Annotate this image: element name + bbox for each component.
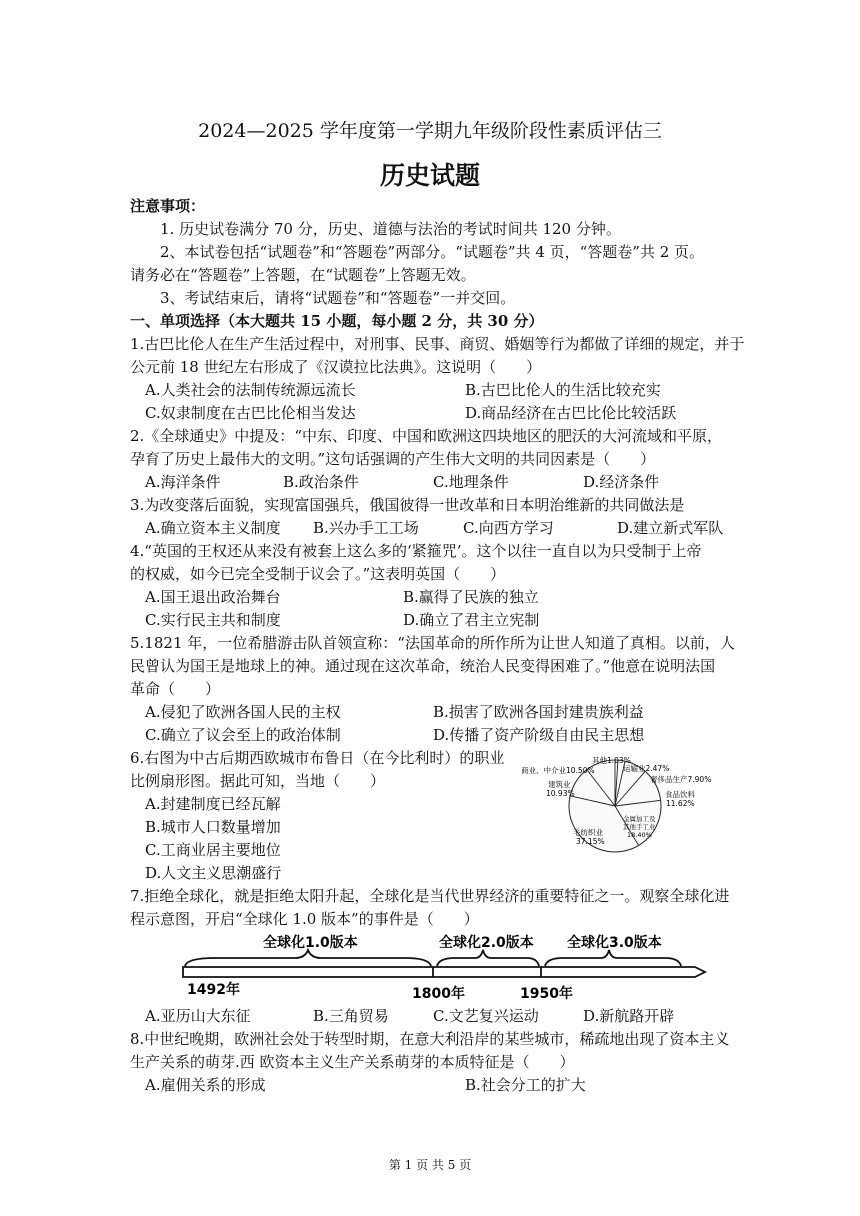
- question-7-option-d[interactable]: D.新航路开辟: [583, 1007, 675, 1025]
- pie-label-other: 其他1.03%: [592, 756, 631, 765]
- question-7-line-2: 程示意图，开启“全球化 1.0 版本”的事件是（ ）: [130, 910, 479, 928]
- pie-label-metal-pct: 18.40%: [627, 831, 652, 839]
- notice-heading: 注意事项：: [130, 197, 206, 215]
- question-1-line-2: 公元前 18 世纪左右形成了《汉谟拉比法典》。这说明（ ）: [130, 358, 542, 376]
- question-4-option-c[interactable]: C.实行民主共和制度: [145, 611, 281, 629]
- brace-stage-3: [545, 950, 681, 966]
- question-4-line-1: 4.“英国的王权还从来没有被套上这么多的‘紧箍咒’。这个以往一直自以为只受制于上帝: [130, 542, 702, 560]
- section-heading: 一、单项选择（本大题共 15 小题，每小题 2 分，共 30 分）: [130, 312, 544, 330]
- question-5-line-1: 5.1821 年，一位希腊游击队首领宣称：“法国革命的所作所为让世人知道了真相。以前，人: [130, 634, 735, 652]
- question-6-line-1: 6.右图为中古后期西欧城市布鲁日（在今比利时）的职业: [130, 749, 505, 767]
- globalization-timeline: [175, 928, 720, 1000]
- question-8-line-1: 8.中世纪晚期，欧洲社会处于转型时期，在意大利沿岸的某些城市，稀疏地出现了资本主义: [130, 1030, 730, 1048]
- question-2-option-d[interactable]: D.经济条件: [583, 473, 660, 491]
- question-3-option-b[interactable]: B.兴办手工工场: [313, 519, 419, 537]
- question-1-option-a[interactable]: A.人类社会的法制传统源远流长: [145, 381, 356, 399]
- question-5-option-a[interactable]: A.侵犯了欧洲各国人民的主权: [145, 703, 341, 721]
- notice-item-2: 2、本试卷包括“试题卷”和“答题卷”两部分。“试题卷”共 4 页，“答题卷”共 2 页。: [160, 243, 705, 261]
- question-6-line-2: 比例扇形图。据此可知，当地（ ）: [130, 772, 386, 790]
- timeline-year-1950: 1950年: [520, 986, 573, 1000]
- question-4-option-a[interactable]: A.国王退出政治舞台: [145, 588, 281, 606]
- timeline-bar: [183, 967, 705, 977]
- pie-label-commerce: 商业、中介业10.50%: [521, 766, 595, 775]
- exam-title: 2024—2025 学年度第一学期九年级阶段性素质评估三: [198, 120, 662, 142]
- question-7-option-a[interactable]: A.亚历山大东征: [145, 1007, 251, 1025]
- timeline-stage-2: 全球化2.0版本: [439, 935, 534, 951]
- page-footer: 第 1 页 共 5 页: [388, 1158, 472, 1172]
- question-3-option-c[interactable]: C.向西方学习: [463, 519, 554, 537]
- question-2-line-1: 2.《全球通史》中提及：“中东、印度、中国和欧洲这四块地区的肥沃的大河流域和平原，: [130, 427, 722, 445]
- question-4-line-2: 的权威，如今已完全受制于议会了。”这表明英国（ ）: [130, 565, 506, 583]
- question-7-line-1: 7.拒绝全球化，就是拒绝太阳升起，全球化是当代世界经济的重要特征之一。观察全球化进: [130, 887, 730, 905]
- question-1-option-c[interactable]: C.奴隶制度在古巴比伦相当发达: [145, 404, 356, 422]
- pie-label-wool: 毛纺织业: [573, 828, 603, 837]
- question-3-line-1: 3.为改变落后面貌，实现富国强兵，俄国彼得一世改革和日本明治维新的共同做法是: [130, 496, 685, 514]
- notice-item-2-cont: 请务必在“答题卷”上答题，在“试题卷”上答题无效。: [130, 266, 476, 284]
- notice-item-3: 3、考试结束后，请将“试题卷”和“答题卷”一并交回。: [160, 289, 516, 307]
- question-6-option-a[interactable]: A.封建制度已经瓦解: [145, 795, 281, 813]
- pie-label-wool-pct: 37.15%: [576, 837, 605, 846]
- occupation-pie-chart: [515, 748, 730, 863]
- question-7-option-c[interactable]: C.文艺复兴运动: [433, 1007, 539, 1025]
- timeline-stage-3: 全球化3.0版本: [567, 935, 662, 951]
- pie-label-transport: 运输业2.47%: [623, 764, 670, 773]
- question-3-option-d[interactable]: D.建立新式军队: [617, 519, 724, 537]
- question-6-option-b[interactable]: B.城市人口数量增加: [145, 818, 281, 836]
- question-5-option-c[interactable]: C.确立了议会至上的政治体制: [145, 726, 341, 744]
- question-5-option-d[interactable]: D.传播了资产阶级自由民主思想: [433, 726, 645, 744]
- question-1-line-1: 1.古巴比伦人在生产生活过程中，对刑事、民事、商贸、婚姻等行为都做了详细的规定，并于: [130, 335, 745, 353]
- pie-label-construction-pct: 10.93%: [546, 789, 575, 798]
- timeline-year-1800: 1800年: [412, 986, 465, 1000]
- pie-label-food-pct: 11.62%: [666, 799, 695, 808]
- question-3-option-a[interactable]: A.确立资本主义制度: [145, 519, 281, 537]
- question-8-line-2: 生产关系的萌芽.西 欧资本主义生产关系萌芽的本质特征是（ ）: [130, 1053, 575, 1071]
- subject-title: 历史试题: [379, 161, 480, 190]
- question-4-option-b[interactable]: B.赢得了民族的独立: [403, 588, 539, 606]
- pie-label-metal-2: 其他手工业: [623, 823, 656, 831]
- question-5-option-b[interactable]: B.损害了欧洲各国封建贵族利益: [433, 703, 644, 721]
- timeline-stage-1: 全球化1.0版本: [263, 935, 358, 951]
- pie-label-construction: 建筑业: [548, 780, 571, 789]
- question-8-option-a[interactable]: A.雇佣关系的形成: [145, 1076, 266, 1094]
- question-5-line-3: 革命（ ）: [130, 680, 221, 698]
- brace-stage-1: [185, 950, 431, 966]
- pie-label-metal: 金属加工及: [623, 815, 656, 823]
- pie-label-luxury: 奢侈品生产7.90%: [650, 775, 712, 784]
- question-2-line-2: 孕育了历史上最伟大的文明。”这句话强调的产生伟大文明的共同因素是（ ）: [130, 450, 656, 468]
- question-6-option-c[interactable]: C.工商业居主要地位: [145, 841, 281, 859]
- timeline-year-1492: 1492年: [187, 982, 240, 998]
- question-6-option-d[interactable]: D.人文主义思潮盛行: [145, 864, 282, 882]
- question-1-option-d[interactable]: D.商品经济在古巴比伦比较活跃: [465, 404, 677, 422]
- question-7-option-b[interactable]: B.三角贸易: [313, 1007, 389, 1025]
- question-5-line-2: 民曾认为国王是地球上的神。通过现在这次革命，统治人民变得困难了。”他意在说明法国: [130, 657, 716, 675]
- question-2-option-c[interactable]: C.地理条件: [433, 473, 509, 491]
- question-1-option-b[interactable]: B.古巴比伦人的生活比较充实: [465, 381, 661, 399]
- question-4-option-d[interactable]: D.确立了君主立宪制: [403, 611, 540, 629]
- brace-stage-2: [437, 950, 539, 966]
- pie-label-food: 食品饮料: [665, 790, 695, 799]
- question-8-option-b[interactable]: B.社会分工的扩大: [465, 1076, 586, 1094]
- question-2-option-b[interactable]: B.政治条件: [283, 473, 359, 491]
- question-2-option-a[interactable]: A.海洋条件: [145, 473, 221, 491]
- notice-item-1: 1. 历史试卷满分 70 分，历史、道德与法治的考试时间共 120 分钟。: [160, 220, 621, 238]
